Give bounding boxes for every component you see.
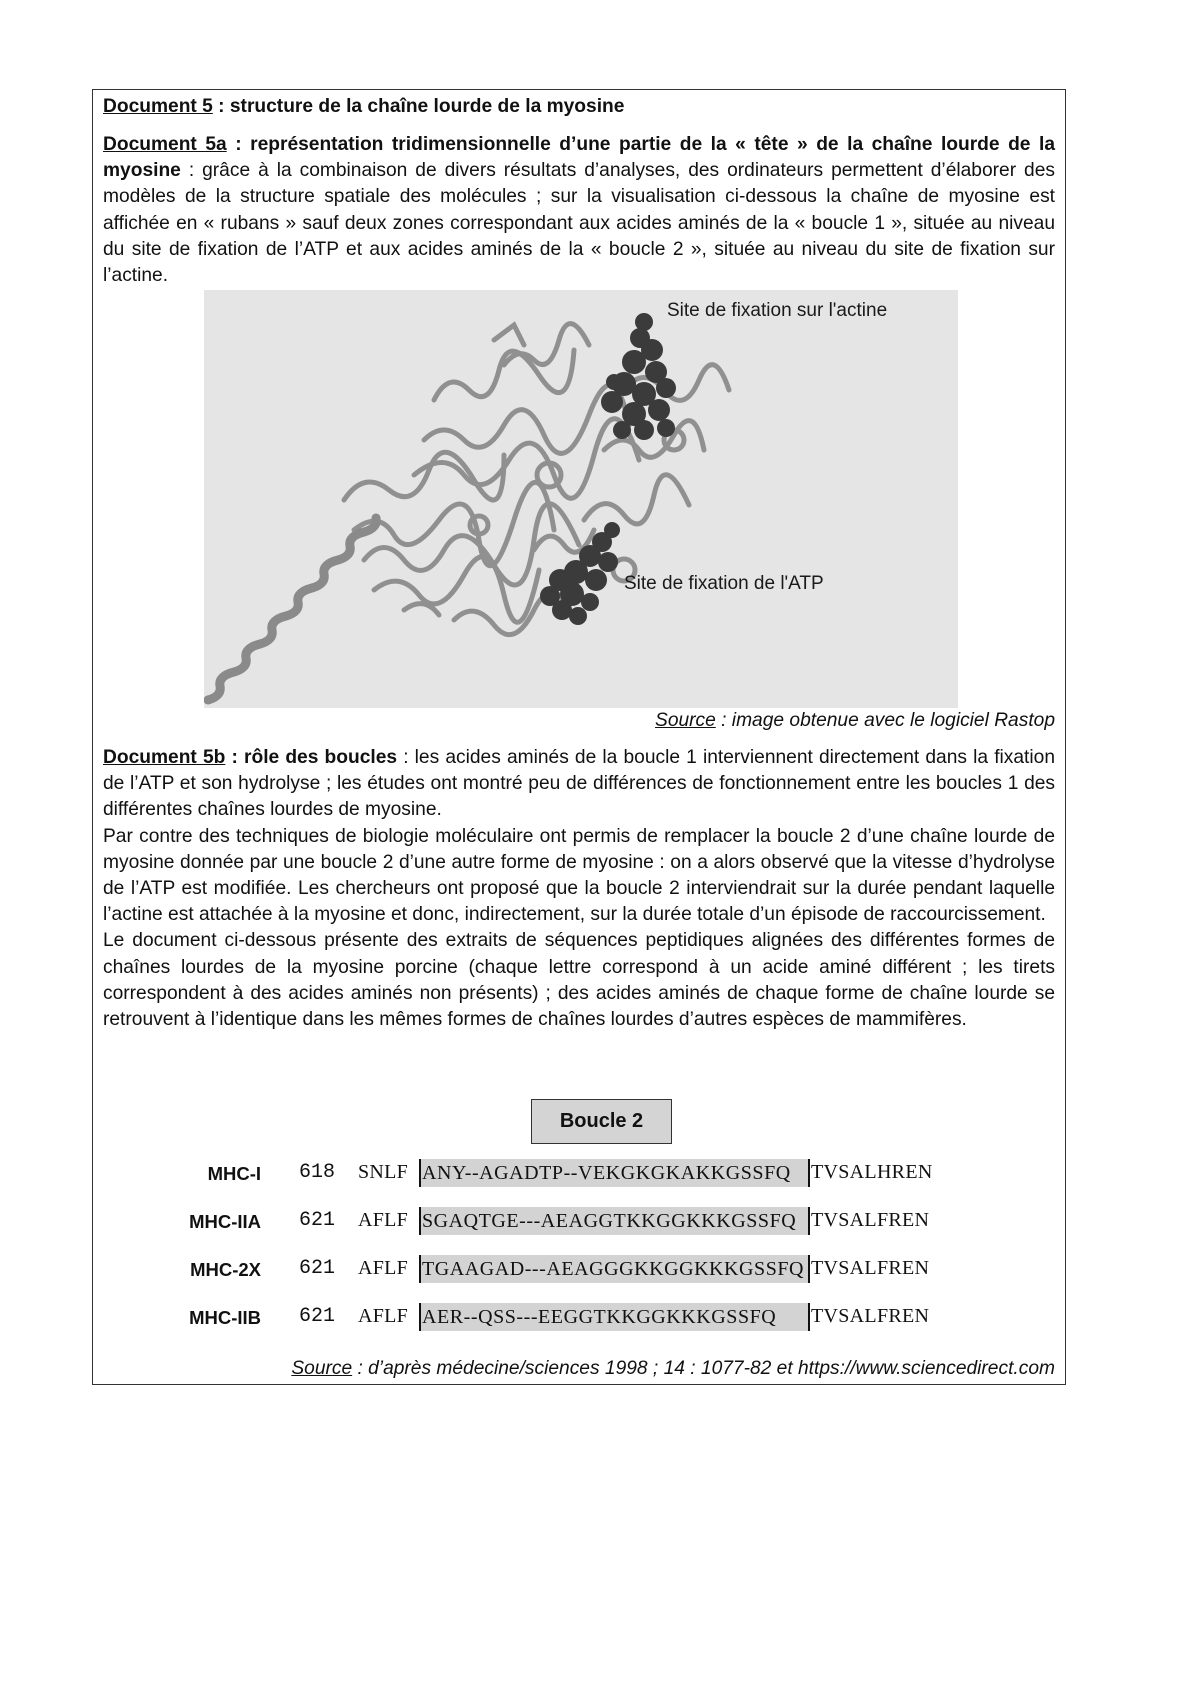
alignment-source	[291, 1358, 1055, 1380]
sequence-before-loop: AFLF	[358, 1209, 409, 1231]
source-text: : d’après médecine/sciences 1998 ; 14 : 1077-82 et https://www.sciencedirect.com	[352, 1358, 1055, 1379]
sequence-name: MHC-2X	[190, 1259, 261, 1280]
atp-binding-site-label: Site de fixation de l'ATP	[624, 573, 824, 594]
sequence-loop-2: AER--QSS---EEGGTKKGGKKKGSSFQ	[419, 1303, 810, 1331]
document-5b-body-1: : les acides aminés de la boucle 1 interviennent directement dans la fixation de l’ATP et son hydrolyse ; les études ont montré peu de différences de fonctionnement entre les boucles 1 des différentes chaînes lourdes de myosine.	[103, 747, 1055, 821]
document-5-title: : structure de la chaîne lourde de la myosine	[212, 96, 625, 117]
sequence-after-loop: TVSALFREN	[811, 1209, 930, 1231]
sequence-after-loop: TVSALHREN	[811, 1161, 933, 1183]
document-5b-paragraph-3: Le document ci-dessous présente des extraits de séquences peptidiques alignées des différentes formes de chaînes lourdes de la myosine porcine (chaque lettre correspond à un acide aminé différent ; les tirets correspondent à des acides aminés non présents) ; des acides aminés de chaque forme de chaîne lourde se retrouvent à l’identique dans les mêmes formes de chaînes lourdes d’autres espèces de mammifères.	[103, 930, 1055, 1031]
document-5a-title: : représentation tridimensionnelle d’une partie de la « tête » de la chaîne lourde de la myosine	[103, 134, 1056, 182]
alpha-helix-tail	[208, 518, 376, 700]
document-5b-paragraph-2: Par contre des techniques de biologie moléculaire ont permis de remplacer la boucle 2 d’une chaîne lourde de myosine donnée par une boucle 2 d’une autre forme de myosine : on a alors observé que la vitesse d’hydrolyse de l’ATP est modifiée. Les chercheurs ont proposé que la boucle 2 interviendrait sur la durée pendant laquelle l’actine est attachée à la myosine et donc, indirectement, sur la durée totale d’un épisode de raccourcissement.	[103, 825, 1055, 926]
loop-2-label-box: Boucle 2	[531, 1099, 672, 1144]
sequence-position: 621	[299, 1305, 336, 1328]
document-5-frame	[92, 89, 1066, 1385]
document-5b-label: Document 5b	[103, 747, 226, 768]
sequence-name: MHC-I	[207, 1163, 261, 1184]
sequence-loop-2: TGAAGAD---AEAGGGKKGGKKKGSSFQ	[419, 1255, 810, 1283]
actin-binding-site-label: Site de fixation sur l'actine	[667, 300, 888, 321]
myosin-3d-figure	[204, 290, 958, 708]
sequence-before-loop: AFLF	[358, 1305, 409, 1327]
document-5b-paragraph-1	[103, 745, 1055, 824]
source-label: Source	[291, 1358, 353, 1379]
source-text: : image obtenue avec le logiciel Rastop	[715, 710, 1055, 731]
sequence-loop-2: ANY--AGADTP--VEKGKGKAKKGSSFQ	[419, 1159, 810, 1187]
document-5b-title: : rôle des boucles	[225, 747, 398, 768]
myosin-ribbon-illustration	[204, 290, 958, 708]
sequence-loop-2: SGAQTGE---AEAGGTKKGGKKKGSSFQ	[419, 1207, 810, 1235]
document-5-label: Document 5	[103, 96, 213, 117]
sequence-position: 621	[299, 1257, 336, 1280]
source-label: Source	[655, 710, 716, 731]
document-5a-body: : grâce à la combinaison de divers résultats d’analyses, des ordinateurs permettent d’élaborer des modèles de la structure spatiale des molécules ; sur la visualisation ci-dessous la chaîne de myosine est affichée en « rubans » sauf deux zones correspondant aux acides aminés de la « boucle 1 », située au niveau du site de fixation de l’ATP et aux acides aminés de la « boucle 2 », située au niveau du site de fixation sur l’actine.	[103, 160, 1055, 287]
sequence-name: MHC-IIB	[189, 1307, 261, 1328]
sequence-after-loop: TVSALFREN	[811, 1257, 930, 1279]
document-5a-label: Document 5a	[103, 134, 227, 155]
sequence-before-loop: AFLF	[358, 1257, 409, 1279]
document-heading	[103, 94, 1055, 120]
sequence-position: 618	[299, 1161, 336, 1184]
sequence-name: MHC-IIA	[189, 1211, 261, 1232]
sequence-after-loop: TVSALFREN	[811, 1305, 930, 1327]
sequence-before-loop: SNLF	[358, 1161, 409, 1183]
figure-source	[655, 710, 1055, 732]
document-5b-text	[103, 745, 1055, 1033]
document-5a-paragraph	[103, 132, 1055, 289]
sequence-position: 621	[299, 1209, 336, 1232]
